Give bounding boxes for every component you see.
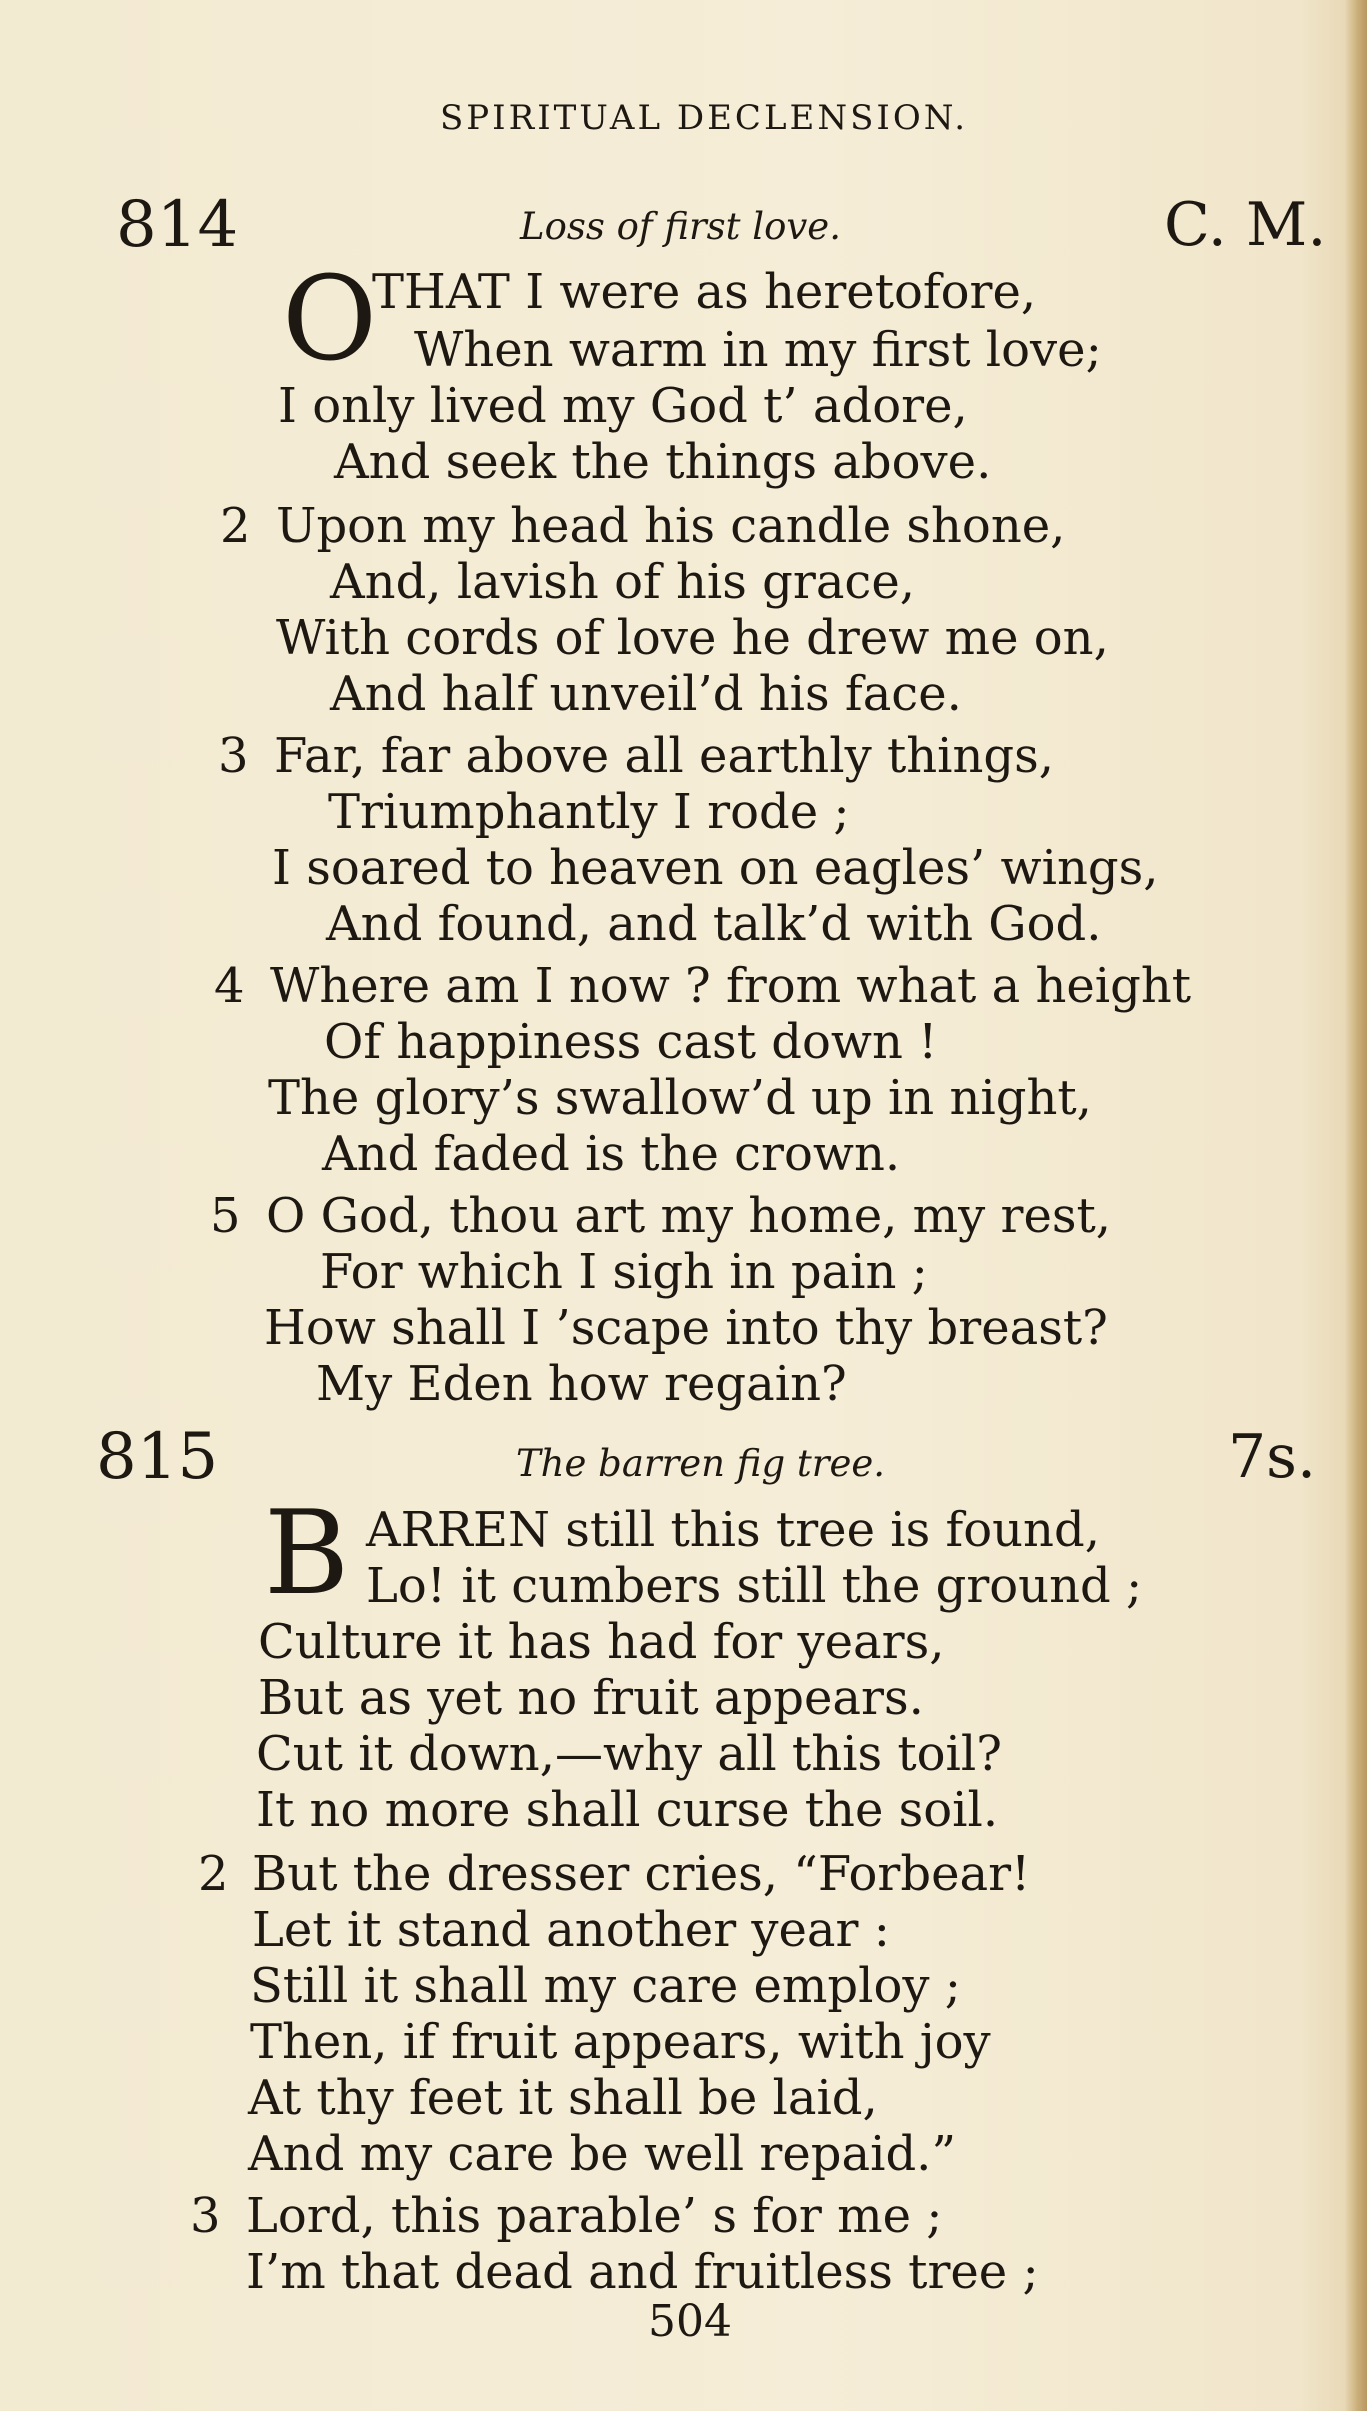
- verse-line: My Eden how regain?: [316, 1356, 847, 1412]
- verse-line: ARREN still this tree is found,: [366, 1502, 1100, 1558]
- hymn-title: The barren fig tree.: [516, 1442, 886, 1485]
- verse-line: Cut it down,—why all this toil?: [256, 1726, 1002, 1782]
- verse-line: And, lavish of his grace,: [330, 554, 915, 610]
- verse-line: The glory’s swallow’d up in night,: [268, 1070, 1092, 1126]
- verse-line: And found, and talk’d with God.: [326, 896, 1102, 952]
- verse-number: 4: [214, 958, 245, 1014]
- verse-line: And my care be well repaid.”: [248, 2126, 956, 2182]
- verse-line: Triumphantly I rode ;: [328, 784, 850, 840]
- running-head: SPIRITUAL DECLENSION.: [440, 98, 969, 138]
- verse-number: 5: [210, 1188, 241, 1244]
- verse-line: Far, far above all earthly things,: [274, 728, 1055, 784]
- drop-cap: B: [264, 1486, 350, 1621]
- verse-number: 3: [218, 728, 249, 784]
- verse-line: With cords of love he drew me on,: [276, 610, 1109, 666]
- verse-line: Lord, this parable’ s for me ;: [246, 2188, 943, 2244]
- verse-number: 3: [190, 2188, 221, 2244]
- verse-line: I soared to heaven on eagles’ wings,: [272, 840, 1159, 896]
- verse-line: Let it stand another year :: [252, 1902, 890, 1958]
- drop-cap: O: [282, 252, 378, 387]
- verse-line: But as yet no fruit appears.: [258, 1670, 924, 1726]
- verse-number: 2: [198, 1846, 229, 1902]
- verse-line: And half unveil’d his face.: [330, 666, 962, 722]
- page-edge: [1345, 0, 1367, 2411]
- verse-line: Where am I now ? from what a height: [270, 958, 1192, 1014]
- verse-line: Still it shall my care employ ;: [250, 1958, 961, 2014]
- verse-number: 2: [220, 498, 251, 554]
- verse-line: And seek the things above.: [334, 434, 992, 490]
- verse-line: Upon my head his candle shone,: [276, 498, 1066, 554]
- verse-line: I only lived my God t’ adore,: [278, 378, 968, 434]
- page-number: 504: [648, 2296, 732, 2347]
- verse-line: Of happiness cast down !: [324, 1014, 938, 1070]
- verse-line: Culture it has had for years,: [258, 1614, 945, 1670]
- verse-line: How shall I ’scape into thy breast?: [264, 1300, 1108, 1356]
- verse-line: For which I sigh in pain ;: [320, 1244, 928, 1300]
- hymn-meter: 7s.: [1228, 1422, 1317, 1492]
- verse-line: Lo! it cumbers still the ground ;: [366, 1558, 1143, 1614]
- hymn-number: 815: [96, 1420, 219, 1494]
- hymn-title: Loss of first love.: [520, 205, 841, 248]
- hymn-meter: C. M.: [1164, 190, 1327, 260]
- verse-line: But the dresser cries, “Forbear!: [252, 1846, 1031, 1902]
- verse-line: I’m that dead and fruitless tree ;: [246, 2244, 1039, 2300]
- verse-line: It no more shall curse the soil.: [256, 1782, 999, 1838]
- verse-line: Then, if fruit appears, with joy: [250, 2014, 991, 2070]
- verse-line: And faded is the crown.: [322, 1126, 901, 1182]
- verse-line: At thy feet it shall be laid,: [248, 2070, 878, 2126]
- verse-line: O God, thou art my home, my rest,: [266, 1188, 1112, 1244]
- verse-line: When warm in my first love;: [414, 322, 1102, 378]
- hymn-number: 814: [116, 188, 239, 262]
- verse-line: THAT I were as heretofore,: [372, 264, 1037, 320]
